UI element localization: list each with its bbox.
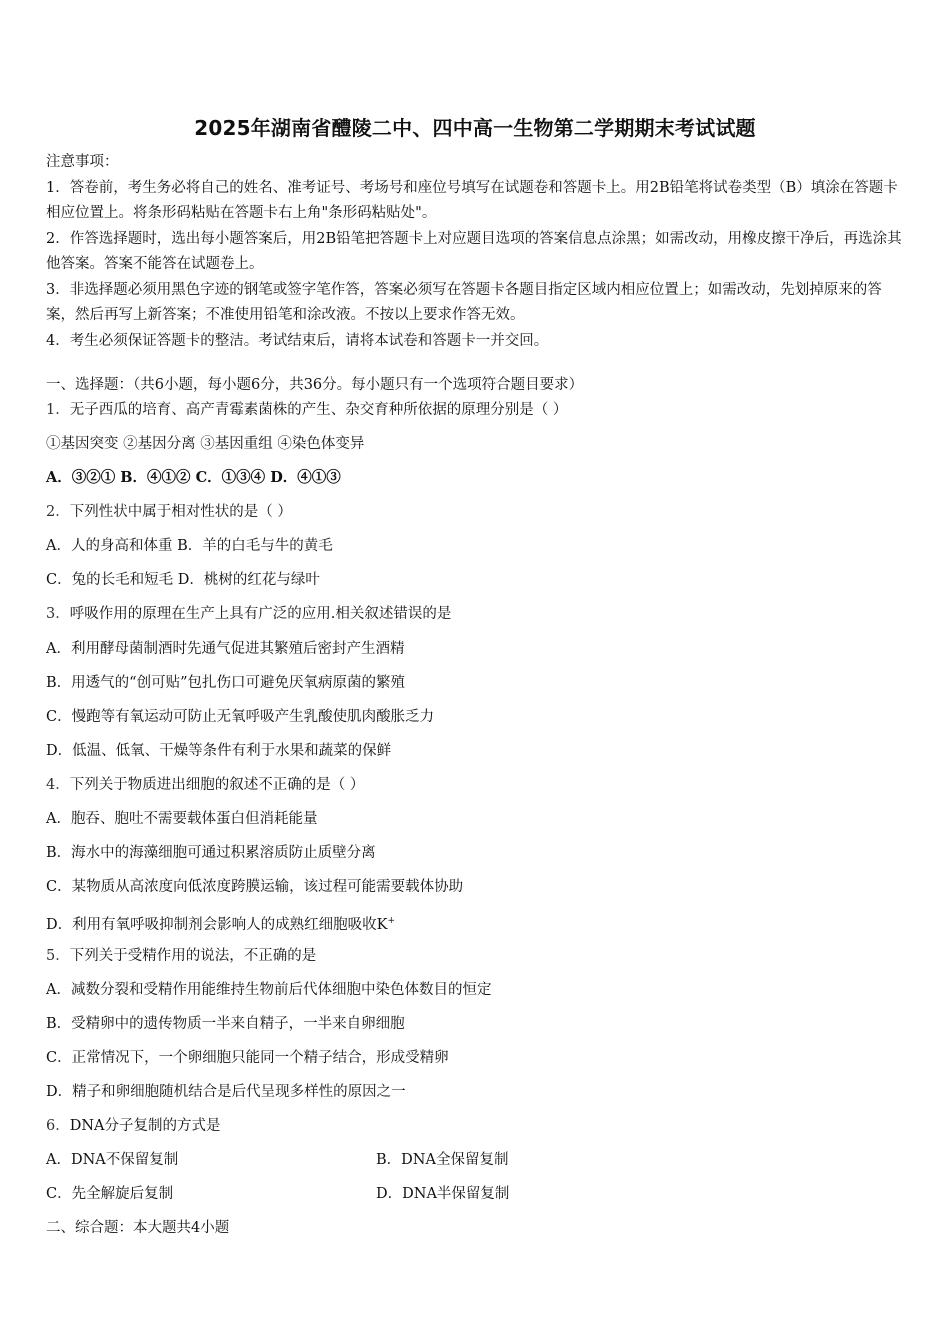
question-number: 5．	[46, 948, 70, 964]
question-6-option-c: C．先全解旋后复制	[46, 1186, 174, 1202]
question-4-option-b: B．海水中的海藻细胞可通过积累溶质防止质壁分离	[46, 845, 376, 861]
question-2	[46, 502, 292, 522]
question-5-option-d: D．精子和卵细胞随机结合是后代呈现多样性的原因之一	[46, 1084, 406, 1100]
question-2-options-row-1: A．人的身高和体重 B．羊的白毛与牛的黄毛	[46, 538, 333, 554]
notice-block	[46, 150, 908, 354]
question-1-items: ①基因突变 ②基因分离 ③基因重组 ④染色体变异	[46, 436, 365, 452]
question-5	[46, 946, 316, 966]
question-5-option-c: C．正常情况下，一个卵细胞只能同一个精子结合，形成受精卵	[46, 1050, 449, 1066]
question-text: 下列性状中属于相对性状的是（ ）	[69, 504, 292, 520]
question-5-option-b: B．受精卵中的遗传物质一半来自精子，一半来自卵细胞	[46, 1016, 405, 1032]
question-4-option-c: C．某物质从高浓度向低浓度跨膜运输，该过程可能需要载体协助	[46, 879, 464, 895]
section2-heading: 二、综合题：本大题共4小题	[46, 1220, 230, 1236]
question-text: DNA分子复制的方式是	[69, 1118, 221, 1134]
question-3-option-c: C．慢跑等有氧运动可防止无氧呼吸产生乳酸使肌肉酸胀乏力	[46, 709, 435, 725]
question-number: 4．	[46, 777, 70, 793]
question-4-option-d	[46, 911, 395, 935]
notice-item: 4．考生必须保证答题卡的整洁。考试结束后，请将本试卷和答题卡一并交回。	[46, 332, 549, 349]
question-number: 6．	[46, 1118, 70, 1134]
question-text: 下列关于物质进出细胞的叙述不正确的是（ ）	[69, 777, 365, 793]
question-1	[46, 400, 567, 420]
question-text: 下列关于受精作用的说法，不正确的是	[69, 948, 317, 964]
question-3	[46, 604, 451, 624]
question-1-options: A．③②① B．④①② C．①③④ D．④①③	[46, 469, 341, 486]
question-2-options-row-2: C．兔的长毛和短毛 D．桃树的红花与绿叶	[46, 572, 320, 588]
notice-heading: 注意事项：	[46, 154, 119, 170]
question-number: 3．	[46, 606, 70, 622]
question-text: 无子西瓜的培育、高产青霉素菌株的产生、杂交育种所依据的原理分别是（ ）	[69, 402, 568, 418]
question-text: 呼吸作用的原理在生产上具有广泛的应用.相关叙述错误的是	[69, 606, 452, 622]
question-6-option-a: A．DNA不保留复制	[46, 1152, 179, 1168]
question-4-option-a: A．胞吞、胞吐不需要载体蛋白但消耗能量	[46, 811, 318, 827]
notice-item: 1．答卷前，考生务必将自己的姓名、准考证号、考场号和座位号填写在试题卷和答题卡上。用2B铅笔将试卷类型（B）填涂在答题卡相应位置上。将条形码粘贴在答题卡右上角"条形码粘贴处"。	[46, 179, 898, 221]
question-number: 2．	[46, 504, 70, 520]
question-3-option-d: D．低温、低氧、干燥等条件有利于水果和蔬菜的保鲜	[46, 743, 392, 759]
question-3-option-b: B．用透气的“创可贴”包扎伤口可避免厌氧病原菌的繁殖	[46, 675, 405, 691]
notice-item: 2．作答选择题时，选出每小题答案后，用2B铅笔把答题卡上对应题目选项的答案信息点涂黑；如需改动，用橡皮擦干净后，再选涂其他答案。答案不能答在试题卷上。	[46, 230, 902, 272]
page-title: 2025年湖南省醴陵二中、四中高一生物第二学期期末考试试题	[194, 116, 756, 140]
question-6-option-d: D．DNA半保留复制	[376, 1186, 510, 1202]
section1-heading: 一、选择题：（共6小题，每小题6分，共36分。每小题只有一个选项符合题目要求）	[46, 377, 584, 393]
question-number: 1．	[46, 402, 70, 418]
option-text: D．利用有氧呼吸抑制剂会影响人的成熟红细胞吸收K	[46, 916, 388, 933]
question-4	[46, 775, 364, 795]
question-3-option-a: A．利用酵母菌制酒时先通气促进其繁殖后密封产生酒精	[46, 641, 405, 657]
question-5-option-a: A．减数分裂和受精作用能维持生物前后代体细胞中染色体数目的恒定	[46, 982, 492, 998]
question-6-option-b: B．DNA全保留复制	[376, 1152, 509, 1168]
notice-item: 3．非选择题必须用黑色字迹的钢笔或签字笔作答，答案必须写在答题卡各题目指定区域内相应位置上；如需改动，先划掉原来的答案，然后再写上新答案；不准使用铅笔和涂改液。不按以上要求作答无效。	[46, 281, 882, 323]
question-6	[46, 1116, 221, 1136]
superscript: +	[387, 916, 396, 926]
